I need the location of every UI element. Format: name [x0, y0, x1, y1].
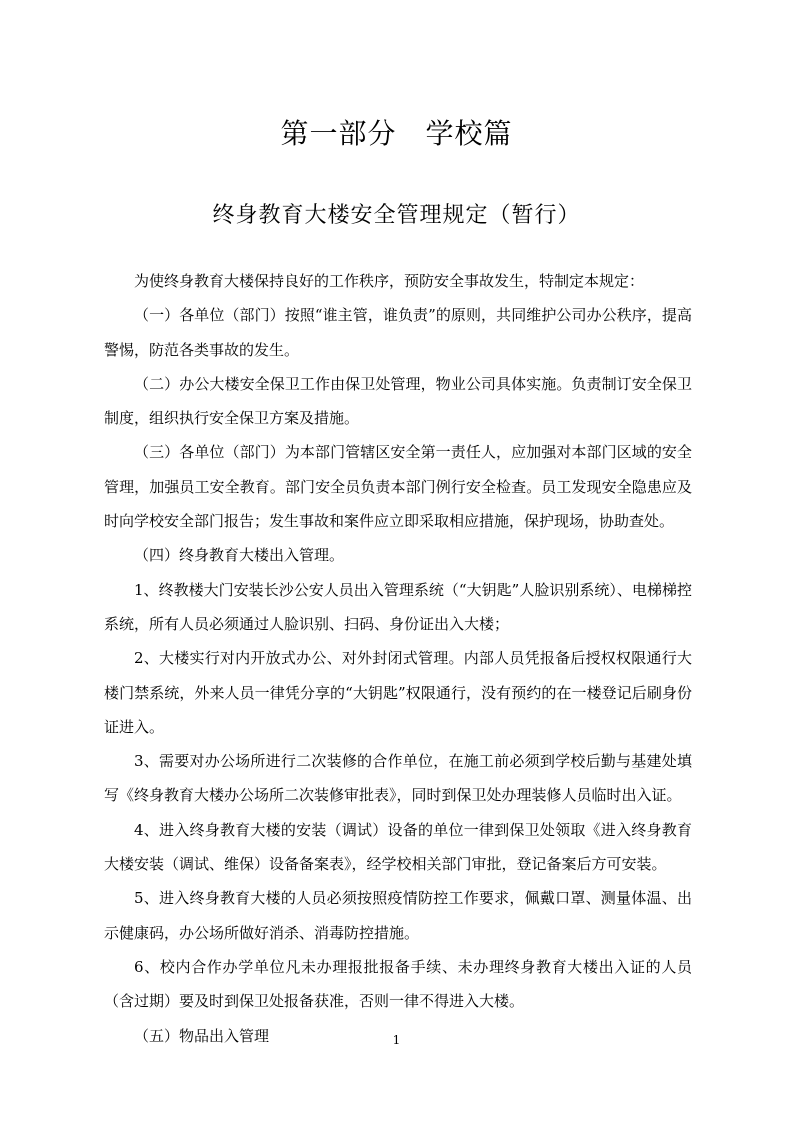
document-title: 终身教育大楼安全管理规定（暂行）: [212, 203, 581, 228]
document-body: [104, 264, 692, 1053]
paragraph-item-2: 2、大楼实行对内开放式办公、对外封闭式管理。内部人员凭报备后授权权限通行大楼门禁系统，外来人员一律凭分享的“大钥匙”权限通行，没有预约的在一楼登记后刷身份证进入。: [104, 649, 692, 736]
paragraph-item-6: 6、校内合作办学单位凡未办理报批报备手续、未办理终身教育大楼出入证的人员（含过期）要及时到保卫处报备获准，否则一律不得进入大楼。: [104, 957, 692, 1011]
paragraph-item-5: 5、进入终身教育大楼的人员必须按照疫情防控工作要求，佩戴口罩、测量体温、出示健康码，办公场所做好消杀、消毒防控措施。: [104, 889, 692, 942]
paragraph-item-4: 4、进入终身教育大楼的安装（调试）设备的单位一律到保卫处领取《进入终身教育大楼安装（调试、维保）设备备案表》，经学校相关部门审批，登记备案后方可安装。: [104, 820, 692, 874]
paragraph-item-1: 1、终教楼大门安装长沙公安人员出入管理系统（“大钥匙”人脸识别系统）、电梯梯控系统，所有人员必须通过人脸识别、扫码、身份证出入大楼；: [104, 580, 692, 633]
paragraph-section-4-heading: （四）终身教育大楼出入管理。: [134, 546, 345, 565]
paragraph-section-1: （一）各单位（部门）按照“谁主管，谁负责”的原则，共同维护公司办公秩序，提高警惕，防范各类事故的发生。: [104, 306, 692, 359]
paragraph-section-5-heading: （五）物品出入管理: [134, 1026, 270, 1045]
paragraph-section-2: （二）办公大楼安全保卫工作由保卫处管理，物业公司具体实施。负责制订安全保卫制度，组织执行安全保卫方案及措施。: [104, 374, 692, 428]
paragraph-intro: 为使终身教育大楼保持良好的工作秩序，预防安全事故发生，特制定本规定：: [134, 272, 645, 290]
paragraph-section-3: （三）各单位（部门）为本部门管辖区安全第一责任人，应加强对本部门区域的安全管理，加强员工安全教育。部门安全员负责本部门例行安全检查。员工发现安全隐患应及时向学校安全部门报告；发生事故和案件应立即采取相应措施，保护现场，协助查处。: [104, 443, 692, 531]
page-number: 1: [392, 1033, 401, 1047]
part-title: 第一部分 学校篇: [280, 117, 513, 150]
paragraph-item-3: 3、需要对办公场所进行二次装修的合作单位，在施工前必须到学校后勤与基建处填写《终身教育大楼办公场所二次装修审批表》，同时到保卫处办理装修人员临时出入证。: [104, 752, 692, 805]
